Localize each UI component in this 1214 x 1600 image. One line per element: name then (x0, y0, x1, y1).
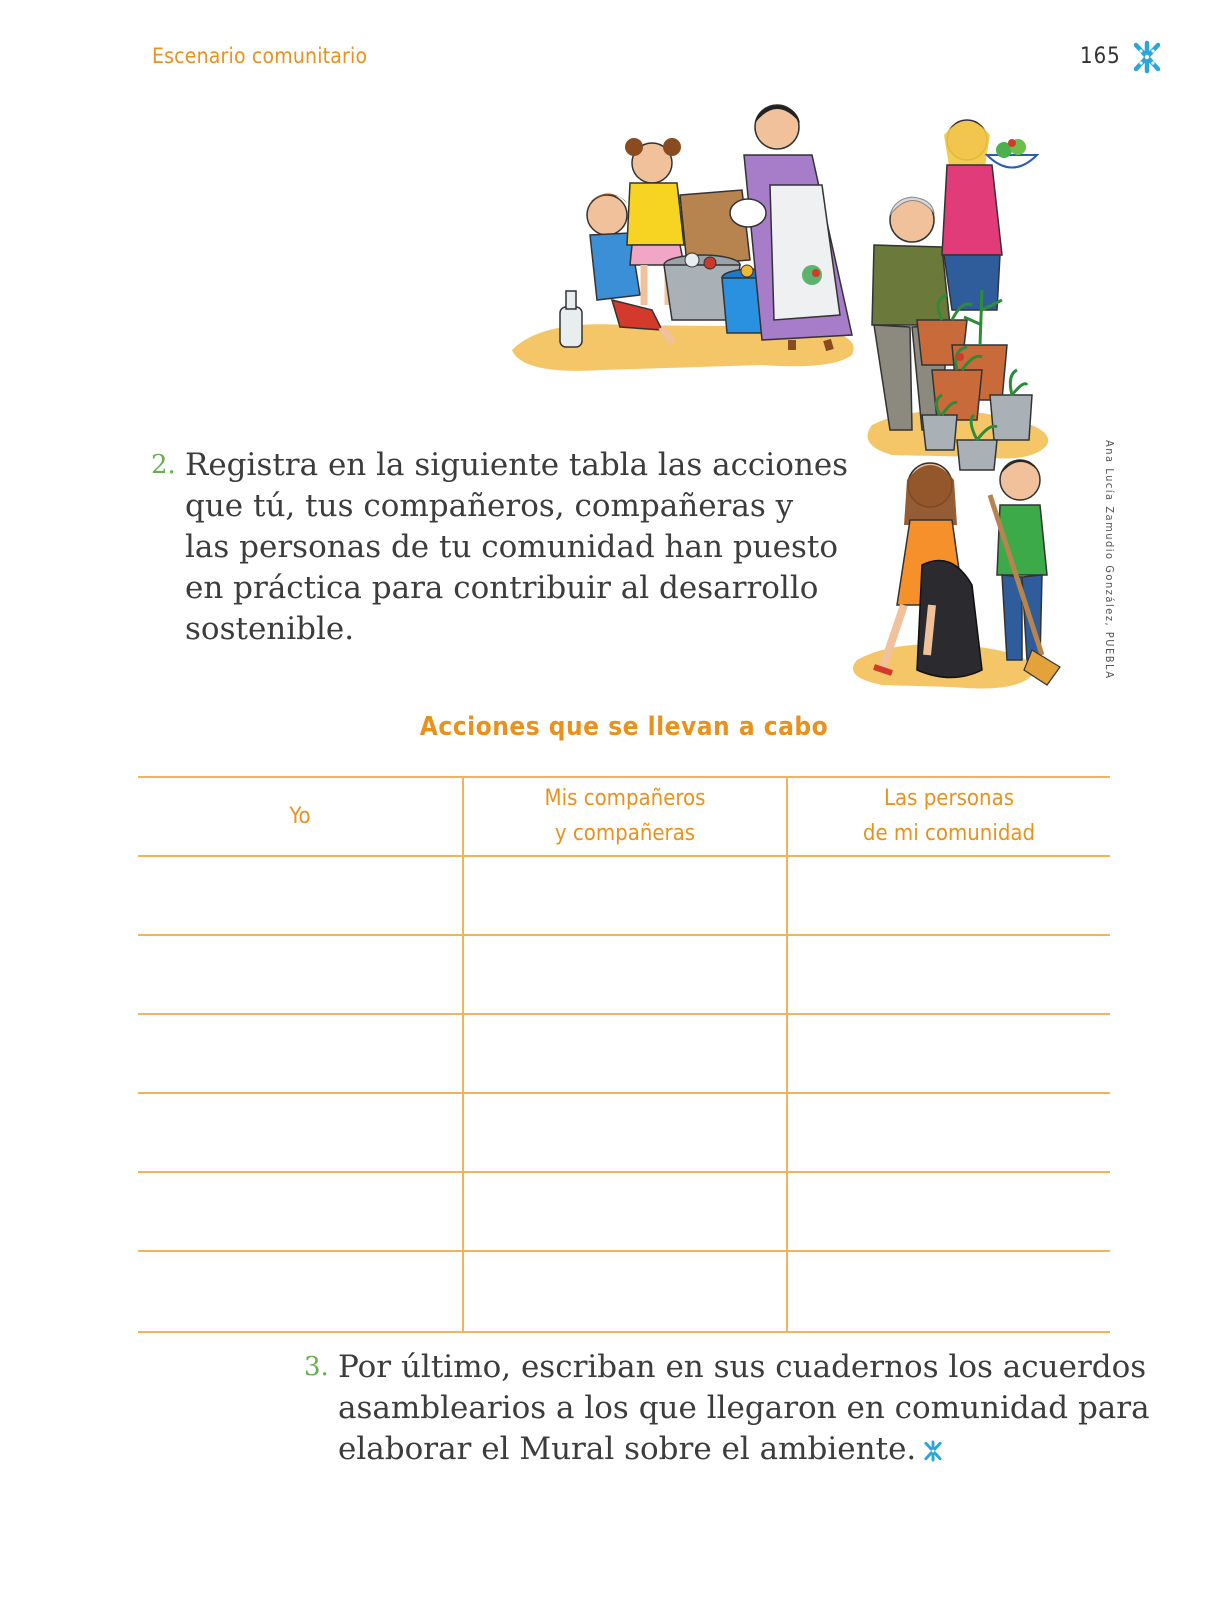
column-header-comunidad (788, 776, 1110, 856)
activity-2 (151, 445, 849, 650)
activity-text-line: las personas de tu comunidad han puesto (185, 529, 839, 565)
table-cell-yo[interactable] (138, 1252, 462, 1331)
activity-text: elaborar el Mural sobre el ambiente. (338, 1431, 917, 1467)
girl-with-trash-bag (874, 463, 982, 678)
table-cell-yo[interactable] (138, 936, 462, 1013)
activity-text-line: que tú, tus compañeros, compañeras y (185, 488, 794, 524)
actions-table (138, 776, 1110, 1333)
column-header-label: y compañeras (554, 821, 696, 846)
table-cell-comunidad[interactable] (788, 936, 1110, 1013)
table-title: Acciones que se llevan a cabo (419, 712, 829, 742)
activity-text-line: asamblearios a los que llegaron en comunidad para (338, 1390, 1150, 1426)
activity-text-line: sostenible. (185, 611, 355, 647)
table-cell-companeros[interactable] (464, 1094, 786, 1171)
table-cell-comunidad[interactable] (788, 1173, 1110, 1250)
column-header-companeros (464, 776, 786, 856)
activity-number: 2. (151, 450, 176, 480)
bottle (560, 291, 582, 347)
activity-text-line-last (338, 1429, 1138, 1470)
column-header-yo (138, 776, 462, 856)
table-cell-yo[interactable] (138, 1173, 462, 1250)
table-cell-comunidad[interactable] (788, 1094, 1110, 1171)
column-header-label: Yo (289, 803, 311, 829)
column-header-label: de mi comunidad (862, 821, 1036, 846)
table-rule (138, 1331, 1110, 1333)
activity-text-line: Por último, escriban en sus cuadernos los acuerdos (338, 1349, 1147, 1385)
table-cell-comunidad[interactable] (788, 1015, 1110, 1092)
column-header-label: Las personas (883, 786, 1015, 811)
community-knot-icon (1131, 40, 1163, 74)
table-cell-comunidad[interactable] (788, 857, 1110, 934)
table-cell-companeros[interactable] (464, 936, 786, 1013)
section-title: Escenario comunitario (152, 44, 368, 68)
table-cell-yo[interactable] (138, 857, 462, 934)
table-cell-companeros[interactable] (464, 1252, 786, 1331)
table-cell-yo[interactable] (138, 1015, 462, 1092)
page-number: 165 (1080, 44, 1121, 69)
community-knot-icon (922, 1440, 944, 1462)
table-cell-yo[interactable] (138, 1094, 462, 1171)
activity-text-line: en práctica para contribuir al desarrollo (185, 570, 819, 606)
table-cell-companeros[interactable] (464, 1015, 786, 1092)
activity-number: 3. (304, 1352, 329, 1382)
table-cell-companeros[interactable] (464, 857, 786, 934)
column-header-label: Mis compañeros (544, 786, 706, 811)
table-cell-companeros[interactable] (464, 1173, 786, 1250)
woman-with-bowl (942, 120, 1037, 310)
activity-3 (304, 1347, 1150, 1470)
activity-text-line: Registra en la siguiente tabla las acciones (185, 447, 849, 483)
illustration-credit: Ana Lucía Zamudio González, PUEBLA (1103, 440, 1116, 680)
table-cell-comunidad[interactable] (788, 1252, 1110, 1331)
